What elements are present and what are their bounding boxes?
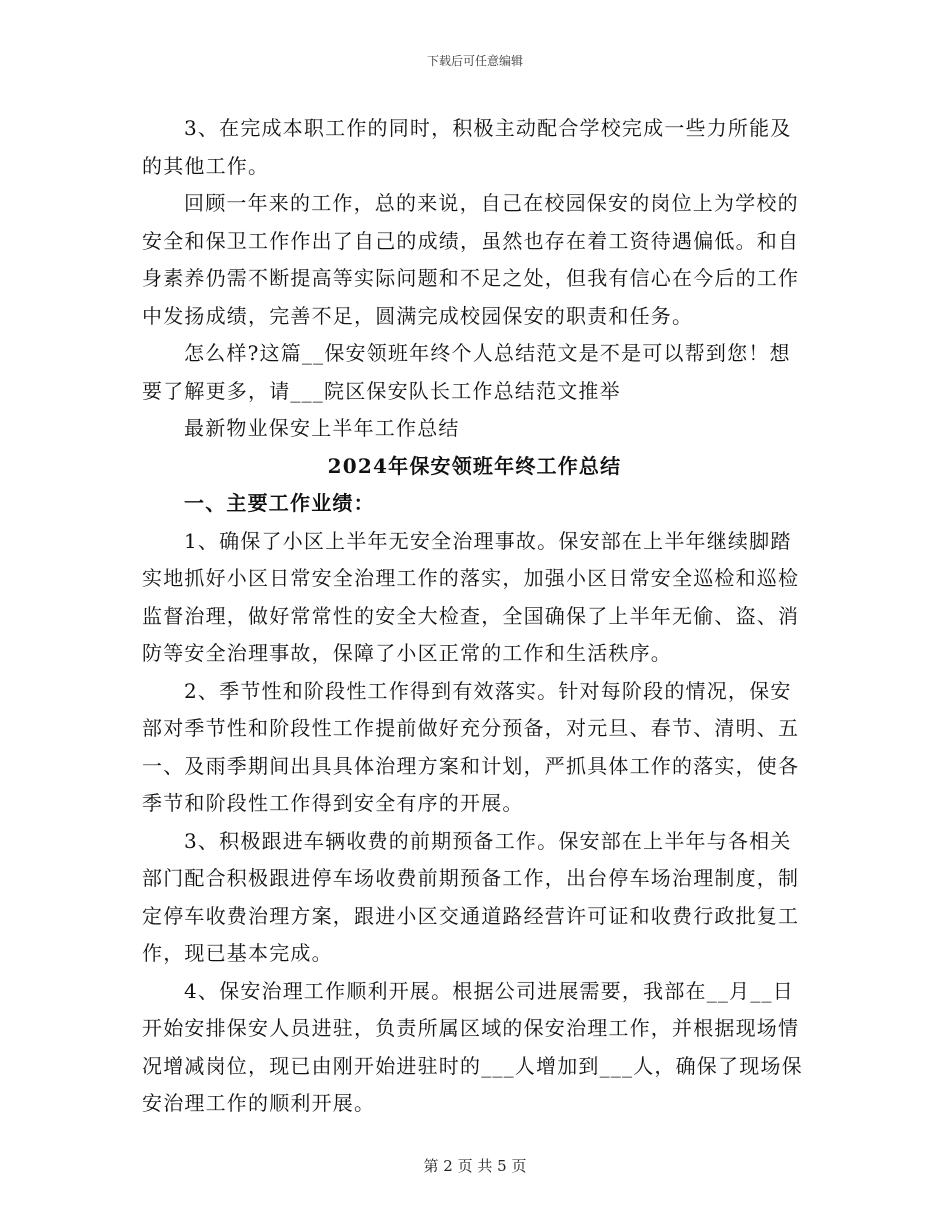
page-footer: 第 2 页 共 5 页	[423, 1157, 527, 1175]
paragraph-related-link[interactable]: 最新物业保安上半年工作总结	[184, 416, 460, 440]
paragraph-achievement-4: 4、保安治理工作顺利开展。根据公司进展需要，我部在__月__日开始安排保安人员进驻，负责所属区域的保安治理工作，并根据现场情况增减岗位，现已由刚开始进驻时的___人增加到___人，确保了现场保安治理工作的顺利开展。	[142, 978, 803, 1115]
paragraph-promo: 怎么样?这篇__保安领班年终个人总结范文是不是可以帮到您！想要了解更多，请___院区保安队长工作总结范文推举	[142, 341, 791, 403]
paragraph-achievement-3: 3、积极跟进车辆收费的前期预备工作。保安部在上半年与各相关部门配合积极跟进停车场收费前期预备工作，出台停车场治理制度，制定停车收费治理方案，跟进小区交通道路经营许可证和收费行政批复工作，现已基本完成。	[142, 828, 800, 965]
paragraph-achievement-2: 2、季节性和阶段性工作得到有效落实。针对每阶段的情况，保安部对季节性和阶段性工作提前做好充分预备，对元旦、春节、清明、五一、及雨季期间出具具体治理方案和计划，严抓具体工作的落实，使各季节和阶段性工作得到安全有序的开展。	[142, 678, 800, 815]
document-title: 2024年保安领班年终工作总结	[327, 453, 622, 478]
paragraph-achievement-1: 1、确保了小区上半年无安全治理事故。保安部在上半年继续脚踏实地抓好小区日常安全治理工作的落实，加强小区日常安全巡检和巡检监督治理，做好常常性的安全大检查，全国确保了上半年无偷、盗、消防等安全治理事故，保障了小区正常的工作和生活秩序。	[142, 528, 800, 665]
document-body	[142, 110, 807, 1123]
paragraph-item-3: 3、在完成本职工作的同时，积极主动配合学校完成一些力所能及的其他工作。	[142, 116, 792, 178]
paragraph-review: 回顾一年来的工作，总的来说，自己在校园保安的岗位上为学校的安全和保卫工作作出了自己的成绩，虽然也存在着工资待遇偏低。和自身素养仍需不断提高等实际问题和不足之处，但我有信心在今后的工作中发扬成绩，完善不足，圆满完成校园保安的职责和任务。	[142, 191, 800, 328]
page-header: 下载后可任意编辑	[426, 54, 523, 68]
section-heading: 一、主要工作业绩：	[184, 491, 375, 515]
